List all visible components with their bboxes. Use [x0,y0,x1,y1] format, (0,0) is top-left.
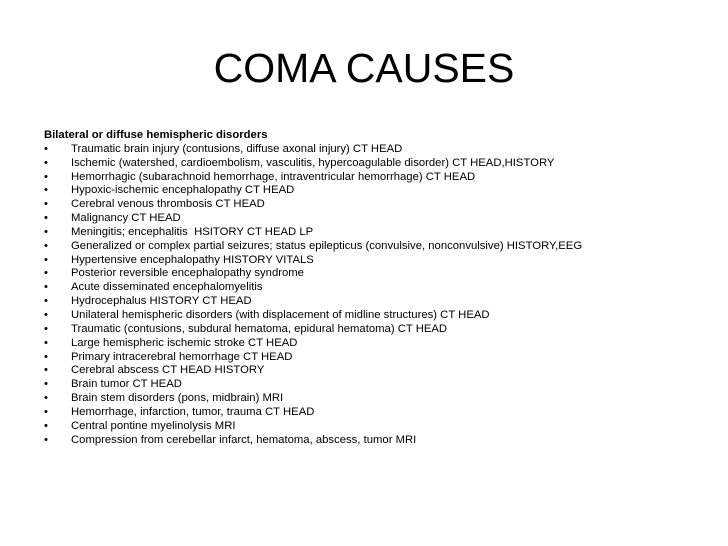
bullet-icon: • [44,433,48,446]
list-item [44,240,714,254]
list-item [44,226,714,240]
bullet-icon: • [44,281,48,294]
list-item-text: Traumatic (contusions, subdural hematoma, epidural hematoma) CT HEAD [71,322,448,335]
list-item [44,351,714,365]
list-item [44,378,714,392]
list-item-text: Compression from cerebellar infarct, hematoma, abscess, tumor MRI [71,433,417,446]
slide-title: COMA CAUSES [213,45,515,91]
list-item [44,323,714,337]
list-item-text: Brain stem disorders (pons, midbrain) MRI [71,392,284,405]
bullet-icon: • [44,267,48,280]
cause-list [44,143,714,448]
list-item [44,254,714,268]
list-item-text: Unilateral hemispheric disorders (with displacement of midline structures) CT HEAD [71,308,490,321]
section-heading: Bilateral or diffuse hemispheric disorders [44,129,268,141]
bullet-icon: • [44,350,48,363]
slide-content [44,129,714,447]
list-item-text: Hemorrhagic (subarachnoid hemorrhage, intraventricular hemorrhage) CT HEAD [71,170,476,183]
bullet-icon: • [44,308,48,321]
bullet-icon: • [44,364,48,377]
list-item [44,309,714,323]
bullet-icon: • [44,142,48,155]
bullet-icon: • [44,392,48,405]
bullet-icon: • [44,225,48,238]
list-item [44,337,714,351]
bullet-icon: • [44,156,48,169]
bullet-icon: • [44,212,48,225]
list-item [44,420,714,434]
bullet-icon: • [44,239,48,252]
list-item-text: Generalized or complex partial seizures; status epilepticus (convulsive, nonconvulsive) HISTORY,EEG [71,239,583,252]
list-item [44,295,714,309]
bullet-icon: • [44,336,48,349]
list-item-text: Brain tumor CT HEAD [71,378,182,391]
bullet-icon: • [44,405,48,418]
list-item [44,143,714,157]
list-item [44,267,714,281]
list-item-text: Posterior reversible encephalopathy syndrome [71,267,304,280]
list-item-text: Hydrocephalus HISTORY CT HEAD [71,295,252,308]
list-item-text: Hypertensive encephalopathy HISTORY VITALS [71,253,314,266]
list-item [44,406,714,420]
list-item-text: Ischemic (watershed, cardioembolism, vasculitis, hypercoagulable disorder) CT HEAD,HISTORY [71,156,555,169]
list-item-text: Primary intracerebral hemorrhage CT HEAD [71,350,293,363]
list-item-text: Meningitis; encephalitis HSITORY CT HEAD LP [71,225,314,238]
bullet-icon: • [44,184,48,197]
list-item-text: Hemorrhage, infarction, tumor, trauma CT HEAD [71,405,315,418]
list-item-text: Cerebral venous thrombosis CT HEAD [71,198,265,211]
list-item-text: Malignancy CT HEAD [71,212,181,225]
list-item [44,171,714,185]
list-item-text: Cerebral abscess CT HEAD HISTORY [71,364,265,377]
list-item-text: Hypoxic-ischemic encephalopathy CT HEAD [71,184,295,197]
bullet-icon: • [44,378,48,391]
list-item [44,198,714,212]
list-item [44,212,714,226]
list-item [44,392,714,406]
list-item [44,157,714,171]
bullet-icon: • [44,322,48,335]
bullet-icon: • [44,295,48,308]
list-item [44,184,714,198]
bullet-icon: • [44,198,48,211]
list-item [44,281,714,295]
list-item-text: Acute disseminated encephalomyelitis [71,281,263,294]
list-item [44,434,714,448]
bullet-icon: • [44,419,48,432]
list-item [44,364,714,378]
list-item-text: Large hemispheric ischemic stroke CT HEAD [71,336,298,349]
bullet-icon: • [44,253,48,266]
list-item-text: Central pontine myelinolysis MRI [71,419,236,432]
bullet-icon: • [44,170,48,183]
list-item-text: Traumatic brain injury (contusions, diffuse axonal injury) CT HEAD [71,142,403,155]
